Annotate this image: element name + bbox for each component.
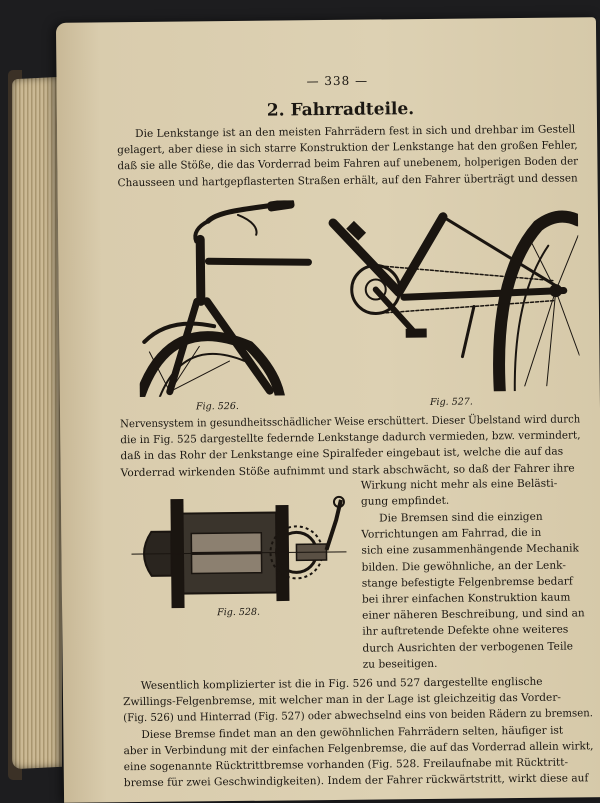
open-book	[8, 20, 600, 800]
handlebar-illustration	[138, 200, 315, 397]
page-number: — 338 —	[306, 73, 369, 89]
figure-527	[323, 195, 580, 408]
text-line: zu beseitigen.	[362, 657, 438, 671]
text-line: bilden. Die gewöhnliche, an der Lenk-	[361, 559, 566, 574]
text-line: Diese Bremse findet man an den gewöhnlichen Fahrrädern selten, häufiger ist	[141, 724, 564, 741]
text-line: Vorderrad wirkenden Stöße aufnimmt und stark abschwächt, so daß der Fahrer ihre	[120, 462, 575, 479]
text-line: Chausseen und hartgepflasterten Straßen erhält, auf den Fahrer überträgt und dessen	[117, 172, 578, 189]
text-line: Wirkung nicht mehr als eine Belästi-	[360, 477, 558, 492]
text-line: einer näheren Beschreibung, und sind an	[362, 607, 585, 622]
text-line: Zwillings-Felgenbremse, mit welcher man in der Lage ist gleichzeitig das Vorder-	[122, 691, 562, 709]
figure-528	[131, 490, 347, 632]
figure-527-caption: Fig. 527.	[429, 396, 473, 408]
book-page	[56, 17, 600, 803]
paragraph-1	[117, 121, 578, 191]
figure-526	[138, 200, 315, 413]
drivetrain-illustration	[323, 195, 580, 393]
text-line: daß in das Rohr der Lenkstange eine Spiralfeder eingebaut ist, welche die auf das	[120, 445, 564, 463]
text-line: Wesentlich komplizierter ist die in Fig. 526 und 527 dargestellte englische	[140, 675, 543, 692]
text-line: aber in Verbindung mit der einfachen Felgenbremse, die auf das Vorderrad allein wirkt,	[123, 740, 594, 757]
text-line: Vorrichtungen am Fahrrad, die in	[361, 526, 542, 541]
text-line: die in Fig. 525 dargestellte federnde Lenkstange dadurch vermieden, bzw. vermindert,	[120, 429, 581, 447]
text-line: sich eine zusammenhängende Mechanik	[361, 542, 580, 558]
figure-526-caption: Fig. 526.	[195, 400, 239, 413]
text-line: stange befestigte Felgenbremse bedarf	[361, 575, 573, 590]
text-line: gelagert, aber diese in sich starre Konstruktion der Lenkstange hat den großen Fehler,	[117, 139, 578, 157]
text-line: durch Ausrichten der verbogenen Teile	[362, 640, 574, 655]
text-line: (Fig. 526) und Hinterrad (Fig. 527) oder abwechselnd eins von beiden Rädern zu bremsen.	[123, 707, 594, 725]
text-line: bei ihrer einfachen Konstruktion kaum	[361, 591, 571, 606]
text-line: eine sogenannte Rücktrittbremse vorhanden (Fig. 528. Freilaufnabe mit Rücktritt-	[123, 756, 569, 774]
paragraph-3	[361, 508, 588, 672]
page-edges	[12, 77, 62, 770]
text-line: ihr auftretende Defekte ohne weiteres	[362, 623, 569, 639]
text-line: Nervensystem in gesundheitsschädlicher Weise erschüttert. Dieser Übelstand wird durch	[120, 413, 581, 431]
paragraph-2	[120, 411, 581, 481]
paragraph-4	[123, 673, 594, 791]
section-title: 2. Fahrradteile.	[266, 99, 415, 121]
hub-brake-illustration	[131, 490, 347, 617]
paragraph-2-continued	[361, 475, 586, 510]
text-line: gung empfindet.	[360, 494, 450, 508]
text-line: Die Bremsen sind die einzigen	[379, 510, 543, 525]
text-line: bremse für zwei Geschwindigkeiten). Indem der Fahrer rückwärtstritt, wirkt diese auf	[123, 772, 589, 790]
figure-528-caption: Fig. 528.	[217, 606, 261, 619]
text-line: daß sie alle Stöße, die das Vorderrad beim Fahren auf unebenem, holperigen Boden der	[117, 155, 579, 173]
text-line: Die Lenkstange ist an den meisten Fahrrädern fest in sich und drehbar im Gestell	[135, 123, 576, 141]
